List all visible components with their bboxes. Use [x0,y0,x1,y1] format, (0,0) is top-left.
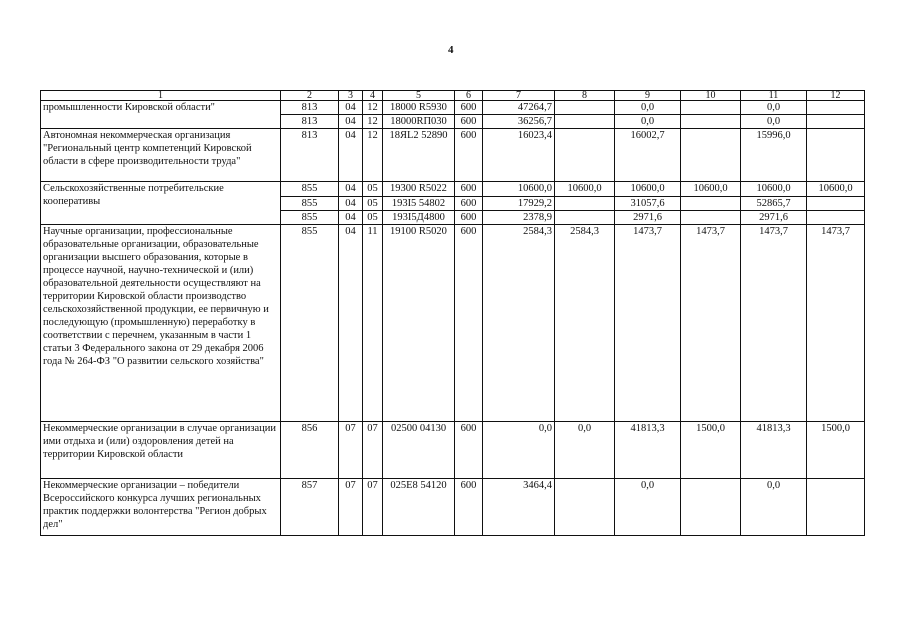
value-cell: 1500,0 [681,422,741,479]
value-cell: 0,0 [615,101,681,115]
value-cell: 12 [363,129,383,182]
value-cell: 04 [339,101,363,115]
recipient-name-cell: Автономная некоммерческая организация "Региональный центр компетенций Кировской области в сфере производительности труда" [41,129,281,182]
value-cell: 2971,6 [615,211,681,225]
value-cell: 0,0 [555,422,615,479]
value-cell: 600 [455,422,483,479]
value-cell [555,115,615,129]
value-cell [681,479,741,536]
recipient-name-cell: промышленности Кировской области" [41,101,281,129]
value-cell: 05 [363,211,383,225]
value-cell: 1473,7 [807,225,865,422]
value-cell: 31057,6 [615,197,681,211]
value-cell: 600 [455,225,483,422]
page-number: 4 [448,44,454,56]
value-cell: 855 [281,211,339,225]
header-row [41,91,865,101]
value-cell: 19300 R5022 [383,182,455,197]
value-cell: 193I5 54802 [383,197,455,211]
value-cell: 18000RП030 [383,115,455,129]
value-cell: 813 [281,101,339,115]
value-cell: 855 [281,197,339,211]
table-row [41,225,865,422]
column-header: 2 [281,91,339,101]
value-cell: 855 [281,182,339,197]
value-cell: 16023,4 [483,129,555,182]
value-cell: 2971,6 [741,211,807,225]
value-cell: 2584,3 [483,225,555,422]
value-cell [681,101,741,115]
column-header: 4 [363,91,383,101]
value-cell: 1473,7 [615,225,681,422]
value-cell: 1473,7 [681,225,741,422]
value-cell [555,479,615,536]
value-cell: 600 [455,182,483,197]
value-cell: 36256,7 [483,115,555,129]
column-header: 6 [455,91,483,101]
recipient-name-cell: Научные организации, профессиональные образовательные организации, образовательные организации высшего образования, которые в процессе научной, научно-технической и (или) образовательной деятельности осуществляют на территории Кировской области производство сельскохозяйственной продукции, ее первичную и последующую (промышленную) переработку в соответствии с перечнем, указанным в части 1 статьи 3 Федерального закона от 29 декабря 2006 года № 264-ФЗ "О развитии сельского хозяйства" [41,225,281,422]
column-header: 1 [41,91,281,101]
value-cell: 10600,0 [615,182,681,197]
value-cell: 193I5Д4800 [383,211,455,225]
value-cell: 18ЯL2 52890 [383,129,455,182]
value-cell: 025E8 54120 [383,479,455,536]
value-cell: 16002,7 [615,129,681,182]
value-cell [807,197,865,211]
value-cell: 2378,9 [483,211,555,225]
value-cell [681,129,741,182]
value-cell: 07 [363,479,383,536]
value-cell [807,101,865,115]
value-cell: 1473,7 [741,225,807,422]
value-cell: 18000 R5930 [383,101,455,115]
recipient-name-cell: Некоммерческие организации – победители Всероссийского конкурса лучших региональных практик поддержки волонтерства "Регион добрых дел" [41,479,281,536]
table-row [41,101,865,115]
value-cell: 47264,7 [483,101,555,115]
table-row [41,422,865,479]
value-cell: 855 [281,225,339,422]
budget-table [40,90,865,536]
value-cell: 52865,7 [741,197,807,211]
value-cell: 17929,2 [483,197,555,211]
column-header: 10 [681,91,741,101]
value-cell: 12 [363,101,383,115]
value-cell: 04 [339,197,363,211]
value-cell: 41813,3 [741,422,807,479]
value-cell: 600 [455,129,483,182]
value-cell [555,197,615,211]
value-cell: 07 [339,422,363,479]
value-cell: 07 [363,422,383,479]
value-cell: 1500,0 [807,422,865,479]
value-cell: 10600,0 [555,182,615,197]
value-cell: 07 [339,479,363,536]
value-cell [807,129,865,182]
value-cell [681,115,741,129]
column-header: 11 [741,91,807,101]
value-cell [555,101,615,115]
value-cell: 0,0 [741,101,807,115]
value-cell: 600 [455,101,483,115]
column-header: 12 [807,91,865,101]
value-cell: 12 [363,115,383,129]
value-cell: 04 [339,211,363,225]
value-cell: 41813,3 [615,422,681,479]
value-cell: 11 [363,225,383,422]
column-header: 3 [339,91,363,101]
value-cell [807,211,865,225]
value-cell [555,129,615,182]
value-cell [555,211,615,225]
column-header: 8 [555,91,615,101]
value-cell: 04 [339,129,363,182]
column-header: 5 [383,91,455,101]
value-cell: 0,0 [741,115,807,129]
value-cell: 10600,0 [681,182,741,197]
recipient-name-cell: Некоммерческие организации в случае организации ими отдыха и (или) оздоровления детей на территории Кировской области [41,422,281,479]
value-cell: 15996,0 [741,129,807,182]
value-cell: 19100 R5020 [383,225,455,422]
recipient-name-cell: Сельскохозяйственные потребительские кооперативы [41,182,281,225]
value-cell: 10600,0 [741,182,807,197]
value-cell: 857 [281,479,339,536]
value-cell: 10600,0 [807,182,865,197]
value-cell: 600 [455,211,483,225]
table-row [41,129,865,182]
value-cell: 0,0 [615,115,681,129]
table-body [41,101,865,536]
value-cell: 600 [455,197,483,211]
value-cell: 2584,3 [555,225,615,422]
value-cell: 04 [339,182,363,197]
value-cell: 813 [281,129,339,182]
value-cell: 04 [339,115,363,129]
table-row [41,182,865,197]
value-cell: 813 [281,115,339,129]
value-cell: 600 [455,115,483,129]
column-header: 9 [615,91,681,101]
column-header: 7 [483,91,555,101]
value-cell: 05 [363,197,383,211]
value-cell: 0,0 [741,479,807,536]
value-cell: 600 [455,479,483,536]
value-cell: 0,0 [483,422,555,479]
value-cell: 0,0 [615,479,681,536]
value-cell: 10600,0 [483,182,555,197]
value-cell: 3464,4 [483,479,555,536]
value-cell [681,197,741,211]
value-cell: 856 [281,422,339,479]
value-cell: 05 [363,182,383,197]
table-row [41,479,865,536]
value-cell [807,115,865,129]
value-cell [807,479,865,536]
value-cell [681,211,741,225]
value-cell: 04 [339,225,363,422]
value-cell: 02500 04130 [383,422,455,479]
